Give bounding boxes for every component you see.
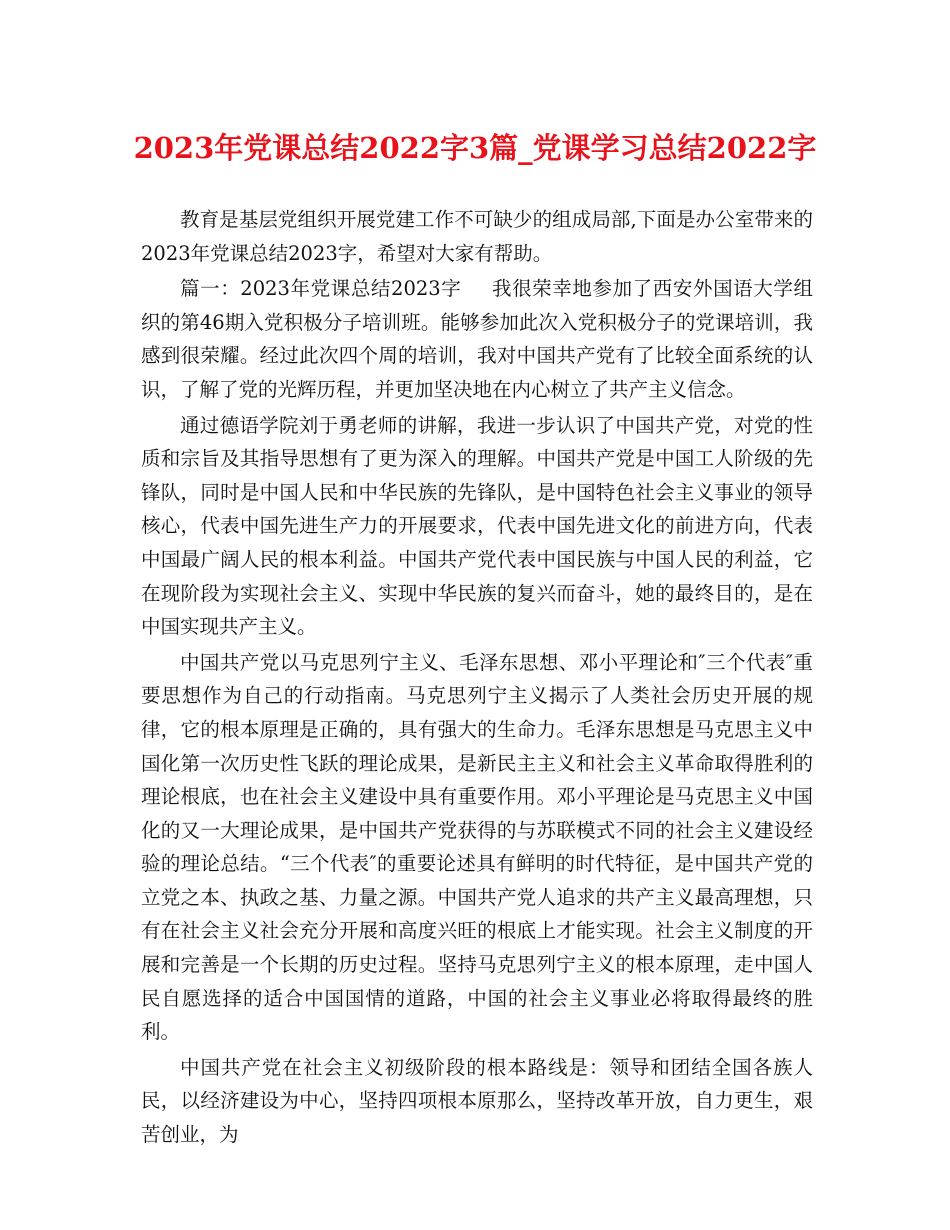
body-paragraph-3: 中国共产党以马克思列宁主义、毛泽东思想、邓小平理论和″三个代表″重要思想作为自己的行动指南。马克思列宁主义揭示了人类社会历史开展的规律，它的根本原理是正确的，具有强大的生命力。毛泽东思想是马克思主义中国化第一次历史性飞跃的理论成果，是新民主主义和社会主义革命取得胜利的理论根底，也在社会主义建设中具有重要作用。邓小平理论是马克思主义中国化的又一大理论成果，是中国共产党获得的与苏联模式不同的社会主义建设经验的理论总结。“三个代表″的重要论述具有鲜明的时代特征，是中国共产党的立党之本、执政之基、力量之源。中国共产党人追求的共产主义最高理想，只有在社会主义社会充分开展和高度兴旺的根底上才能实现。社会主义制度的开展和完善是一个长期的历史过程。坚持马克思列宁主义的根本原理，走中国人民自愿选择的适合中国国情的道路，中国的社会主义事业必将取得最终的胜利。 xyxy=(141,650,813,1044)
section-one-paragraph xyxy=(141,272,813,406)
section-heading: 篇一：2023年党课总结2023字 xyxy=(180,277,462,301)
body-paragraph-4: 中国共产党在社会主义初级阶段的根本路线是：领导和团结全国各族人民，以经济建设为中心，坚持四项根本原那么，坚持改革开放，自力更生，艰苦创业，为 xyxy=(141,1055,813,1147)
body-paragraph-2: 通过德语学院刘于勇老师的讲解，我进一步认识了中国共产党，对党的性质和宗旨及其指导思想有了更为深入的理解。中国共产党是中国工人阶级的先锋队，同时是中国人民和中华民族的先锋队，是中国特色社会主义事业的领导核心，代表中国先进生产力的开展要求，代表中国先进文化的前进方向，代表中国最广阔人民的根本利益。中国共产党代表中国民族与中国人民的利益，它在现阶段为实现社会主义、实现中华民族的复兴而奋斗，她的最终目的，是在中国实现共产主义。 xyxy=(141,413,813,639)
intro-paragraph: 教育是基层党组织开展党建工作不可缺少的组成局部,下面是办公室带来的2023年党课总结2023字，希望对大家有帮助。 xyxy=(141,208,813,265)
document-body xyxy=(141,203,813,1154)
document-title: 2023年党课总结2022字3篇_党课学习总结2022字 xyxy=(133,131,817,165)
section-one-text: 我很荣幸地参加了西安外国语大学组织的第46期入党积极分子培训班。能够参加此次入党积极分子的党课培训，我感到很荣耀。经过此次四个周的培训，我对中国共产党有了比较全面系统的认识，了解了党的光辉历程，并更加坚决地在内心树立了共产主义信念。 xyxy=(141,277,813,401)
